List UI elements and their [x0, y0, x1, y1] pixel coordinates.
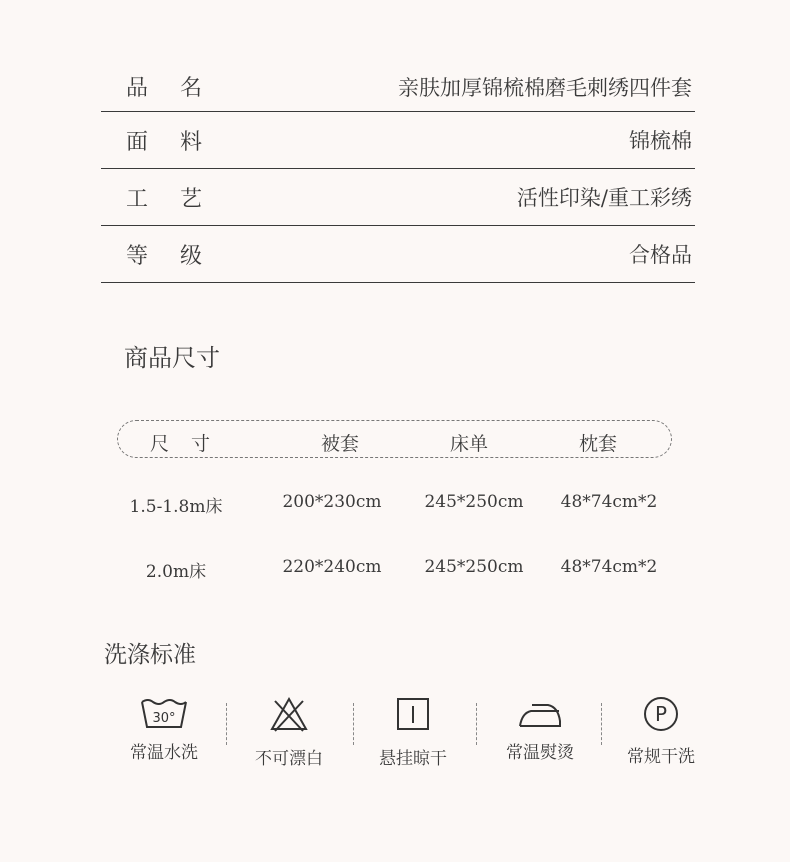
row1-size: 1.5-1.8m床 [129, 497, 223, 517]
wash-divider [226, 703, 227, 745]
wash-item-30 [104, 694, 224, 763]
no-bleach-icon [229, 694, 349, 734]
spec-label: 面 料 [126, 129, 202, 155]
wash-item-dry-clean [601, 694, 721, 767]
spec-value: 锦梳棉 [629, 129, 692, 153]
iron-icon [480, 694, 600, 734]
spec-label: 工 艺 [126, 186, 202, 212]
header-size: 尺 寸 [150, 433, 210, 455]
header-pillow: 枕套 [578, 433, 617, 455]
spec-value: 活性印染/重工彩绣 [516, 186, 692, 210]
svg-text:30°: 30° [152, 711, 176, 726]
wash-item-iron [480, 694, 600, 763]
row2-pillow: 48*74cm*2 [560, 557, 658, 577]
size-section-title: 商品尺寸 [124, 344, 220, 372]
spec-label: 等 级 [126, 243, 202, 269]
spec-row-fabric [101, 112, 695, 169]
wash-label: 常温水洗 [130, 743, 198, 763]
header-duvet: 被套 [320, 433, 359, 455]
wash-item-hang-dry [353, 694, 473, 769]
spec-row-grade [101, 226, 695, 283]
wash-30-icon [104, 694, 224, 734]
row2-sheet: 245*250cm [424, 557, 524, 577]
wash-label: 常温熨烫 [506, 743, 574, 763]
wash-divider [476, 703, 477, 745]
row2-duvet: 220*240cm [282, 557, 382, 577]
row2-size: 2.0m床 [145, 562, 207, 582]
svg-text:P: P [654, 702, 668, 726]
wash-label: 悬挂晾干 [379, 749, 447, 769]
spec-label: 品 名 [126, 76, 202, 101]
spec-row-craft [101, 169, 695, 226]
dry-clean-p-icon [601, 694, 721, 734]
row1-duvet: 200*230cm [282, 492, 382, 512]
wash-label: 常规干洗 [627, 747, 695, 767]
row1-sheet: 245*250cm [424, 492, 524, 512]
row1-pillow: 48*74cm*2 [560, 492, 658, 512]
wash-label: 不可漂白 [255, 749, 323, 769]
spec-table [101, 62, 695, 283]
wash-item-no-bleach [229, 694, 349, 769]
spec-row-name [101, 62, 695, 112]
spec-value: 亲肤加厚锦梳棉磨毛刺绣四件套 [398, 75, 692, 100]
spec-value: 合格品 [629, 243, 692, 267]
hang-dry-icon [353, 694, 473, 734]
header-sheet: 床单 [449, 433, 488, 455]
wash-section-title: 洗涤标准 [104, 642, 196, 668]
